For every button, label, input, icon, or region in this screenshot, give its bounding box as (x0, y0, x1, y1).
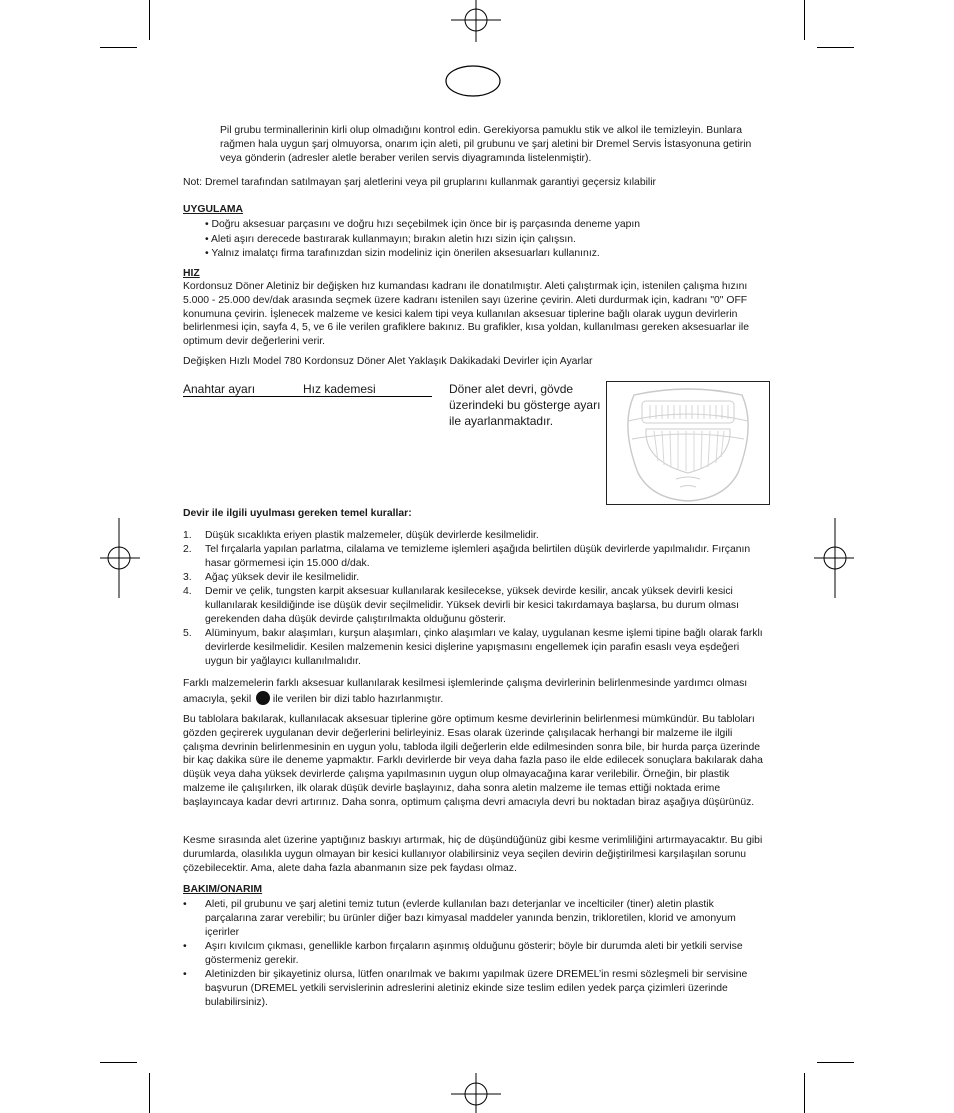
crop-mark-bl-h (100, 1062, 137, 1063)
section-heading-uygulama: UYGULAMA (183, 204, 244, 215)
rule-number: 1. (183, 530, 192, 541)
intro-paragraph: Pil grubu terminallerinin kirli olup olmadığını kontrol edin. Gerekiyorsa pamuklu stik ve alkol ile temizleyin. Bunlara rağmen hala uygun şarj olmuyorsa, onarım için aleti, pil grubunu ve şarj aletini bir Dremel Servis İstasyonuna getirin veya gönderin (adresler aletle beraber verilen servis diyagramında listelenmiştir). (220, 125, 752, 164)
bakim-bullet-dot: • (183, 899, 187, 910)
bakim-bullet-text: Aleti, pil grubunu ve şarj aletini temiz tutun (evlerde kullanılan bazı deterjanlar ve incelticiler (tiner) aletin plastik parçalarına zarar verebilir; bu ürünler diğer bazı kimyasal maddeler yanında benzin, trikloretilen, klorid ve amonyum içerirler (205, 899, 736, 938)
device-caption: Döner alet devri, gövde üzerindeki bu gösterge ayarı ile ayarlanmaktadır. (449, 382, 601, 428)
rule-text: Demir ve çelik, tungsten karpit aksesuar kullanılarak kesilecekse, yüksek devirde kesilir, ancak yüksek devirli kesici kullanılarak kesildiğinde ise düşük devir seçilmelidir. Yüksek devirli bir kesici takırdamaya başlarsa, bu durum olması gerekenden daha düşük devirde çalıştırılmakta olduğunu gösterir. (205, 586, 740, 625)
table-col-anahtar: Anahtar ayarı (183, 382, 256, 396)
uygulama-bullet-2: • Aleti aşırı derecede bastırarak kullanmayın; bırakın aletin hızı sizin için çalışsın. (205, 234, 576, 245)
tables-paragraph-part1: Farklı malzemelerin farklı aksesuar kullanılarak kesilmesi işlemlerinde çalışma devirlerinin belirlenmesinde yardımcı olması amacıyla, şekil (183, 678, 748, 705)
registration-mark-left (100, 518, 140, 598)
tables-paragraph (183, 677, 768, 707)
crop-mark-bl-v (149, 1073, 150, 1113)
crop-mark-br-v (804, 1073, 805, 1113)
section-heading-bakim: BAKIM/ONARIM (183, 884, 263, 895)
pressure-paragraph: Kesme sırasında alet üzerine yaptığınız baskıyı artırmak, hiç de düşündüğünüz gibi kesme verimliliğini artırmayacaktır. Bu gibi durumlarda, olasılıkla uygun olmayan bir kesici kullanıyor olabilirsiniz veya seçilen devirin değiştirilmesi karşılaşılan sorunu çözebilecektir. Ama, alete daha fazla abanmanın size pek faydası olmaz. (183, 835, 763, 874)
rule-number: 3. (183, 572, 192, 583)
section-heading-hiz: HIZ (183, 268, 200, 279)
crop-mark-tr-v (804, 0, 805, 40)
rule-text: Ağaç yüksek devir ile kesilmelidir. (205, 572, 360, 583)
rule-number: 4. (183, 586, 192, 597)
optimum-paragraph: Bu tablolara bakılarak, kullanılacak aksesuar tiplerine göre optimum kesme devirlerinin belirlenmesi mümkündür. Bu tabloları gözden geçirerek uygulanan devir değerlerini belirleyiniz. Esas olarak üzerinde çalışılacak herhangi bir malzeme ile ilgili çalışma devrinin belirlenmesinin en uygun yolu, tabloda ilgili değerlerin elde edilmesinden sonra bile, bir hurda parça üzerinde bir kaç dakika süre ile deneme yapmaktır. Farklı devirlerde bir veya daha fazla paso ile elde edilecek sonuçlara bakılarak daha düşük veya daha yüksek devirlerde çalışma yapılmasının uygun olup olmayacağına karar verilebilir. Örneğin, bir plastik malzeme ile çalışılırken, ilk olarak düşük devirle başlayınız, daha sonra aletin malzeme ile temas ettiği noktada erime başlayıncaya kadar devri artırınız. Daha sonra, optimum çalışma devri amacıyla devri bu noktadan biraz aşağıya düşürünüz. (183, 714, 763, 808)
tables-paragraph-part2: ile verilen bir dizi tablo hazırlanmıştır. (272, 693, 444, 705)
warranty-note: Not: Dremel tarafından satılmayan şarj aletlerini veya pil gruplarını kullanmak garantiyi geçersiz kılabilir (183, 177, 656, 188)
bakim-bullet-dot: • (183, 969, 187, 980)
page-oval (444, 64, 502, 98)
bakim-bullet-dot: • (183, 941, 187, 952)
rule-text: Alüminyum, bakır alaşımları, kurşun alaşımları, çinko alaşımları ve kalay, uygulanan kesme işlemi tipine bağlı olarak farklı devirlerde kesilmelidir. Kesilen malzemenin kesici dişlerine yapışmasını engellemek için parafin esaslı veya eşdeğeri uygun bir yağlayıcı kullanılmalıdır. (205, 628, 763, 667)
crop-mark-br-h (817, 1062, 854, 1063)
table-header-rule (183, 396, 432, 397)
registration-mark-bottom (451, 1073, 501, 1113)
bakim-bullet-text: Aşırı kıvılcım çıkması, genellikle karbon fırçaların aşınmış olduğunu gösterir; böyle bir durumda aleti bir yetkili servise göstermeniz gerekir. (205, 941, 743, 966)
figure-dot-icon (256, 691, 270, 705)
crop-mark-tr-h (817, 47, 854, 48)
rule-text: Düşük sıcaklıkta eriyen plastik malzemeler, düşük devirlerde kesilmelidir. (205, 530, 539, 541)
table-col-hiz: Hız kademesi (303, 382, 376, 396)
dial-illustration (606, 381, 770, 505)
rule-number: 5. (183, 628, 192, 639)
crop-mark-tl-h (100, 47, 137, 48)
uygulama-bullet-3: • Yalnız imalatçı firma tarafınızdan sizin modeliniz için önerilen aksesuarları kullanınız. (205, 248, 600, 259)
rules-heading: Devir ile ilgili uyulması gereken temel kurallar: (183, 508, 412, 519)
bakim-bullet-text: Aletinizden bir şikayetiniz olursa, lütfen onarılmak ve bakımı yapılmak üzere DREMEL’in resmi sözleşmeli bir servisine başvurun (DREMEL yetkili servislerinin adreslerini aletiniz ekinde size teslim edilen yedek parça çizimleri üzerinde bulabilirsiniz). (205, 969, 748, 1008)
rule-number: 2. (183, 544, 192, 555)
hiz-paragraph: Kordonsuz Döner Aletiniz bir değişken hız kumandası kadranı ile donatılmıştır. Aleti çalıştırmak için, istenilen çalışma hızını 5.000 - 25.000 dev/dak arasında seçmek üzere kadranı istenilen sayı üzerine çevirin. Aleti durdurmak için, kadranı "0" OFF konumuna çevirin. İşlenecek malzeme ve kesici kalem tipi veya kullanılan aksesuar tiplerine bağlı olarak uygun devirlerin belirlenmesi için, sayfa 4, 5, ve 6 ile verilen grafiklere bakınız. Bu grafikler, kısa yoldan, kullanılması gereken aksesuarlar ile optimum devir değerlerini verir. (183, 281, 749, 348)
model-caption: Değişken Hızlı Model 780 Kordonsuz Döner Alet Yaklaşık Dakikadaki Devirler için Ayarlar (183, 356, 593, 367)
registration-mark-right (814, 518, 854, 598)
crop-mark-tl-v (149, 0, 150, 40)
uygulama-bullet-1: • Doğru aksesuar parçasını ve doğru hızı seçebilmek için önce bir iş parçasında deneme yapın (205, 219, 641, 230)
rule-text: Tel fırçalarla yapılan parlatma, cilalama ve temizleme işlemleri aşağıda belirtilen düşük devirlerde yapılmalıdır. Fırçanın hasar görmemesi için 15.000 d/dak. (205, 544, 751, 569)
registration-mark-top (451, 0, 501, 42)
